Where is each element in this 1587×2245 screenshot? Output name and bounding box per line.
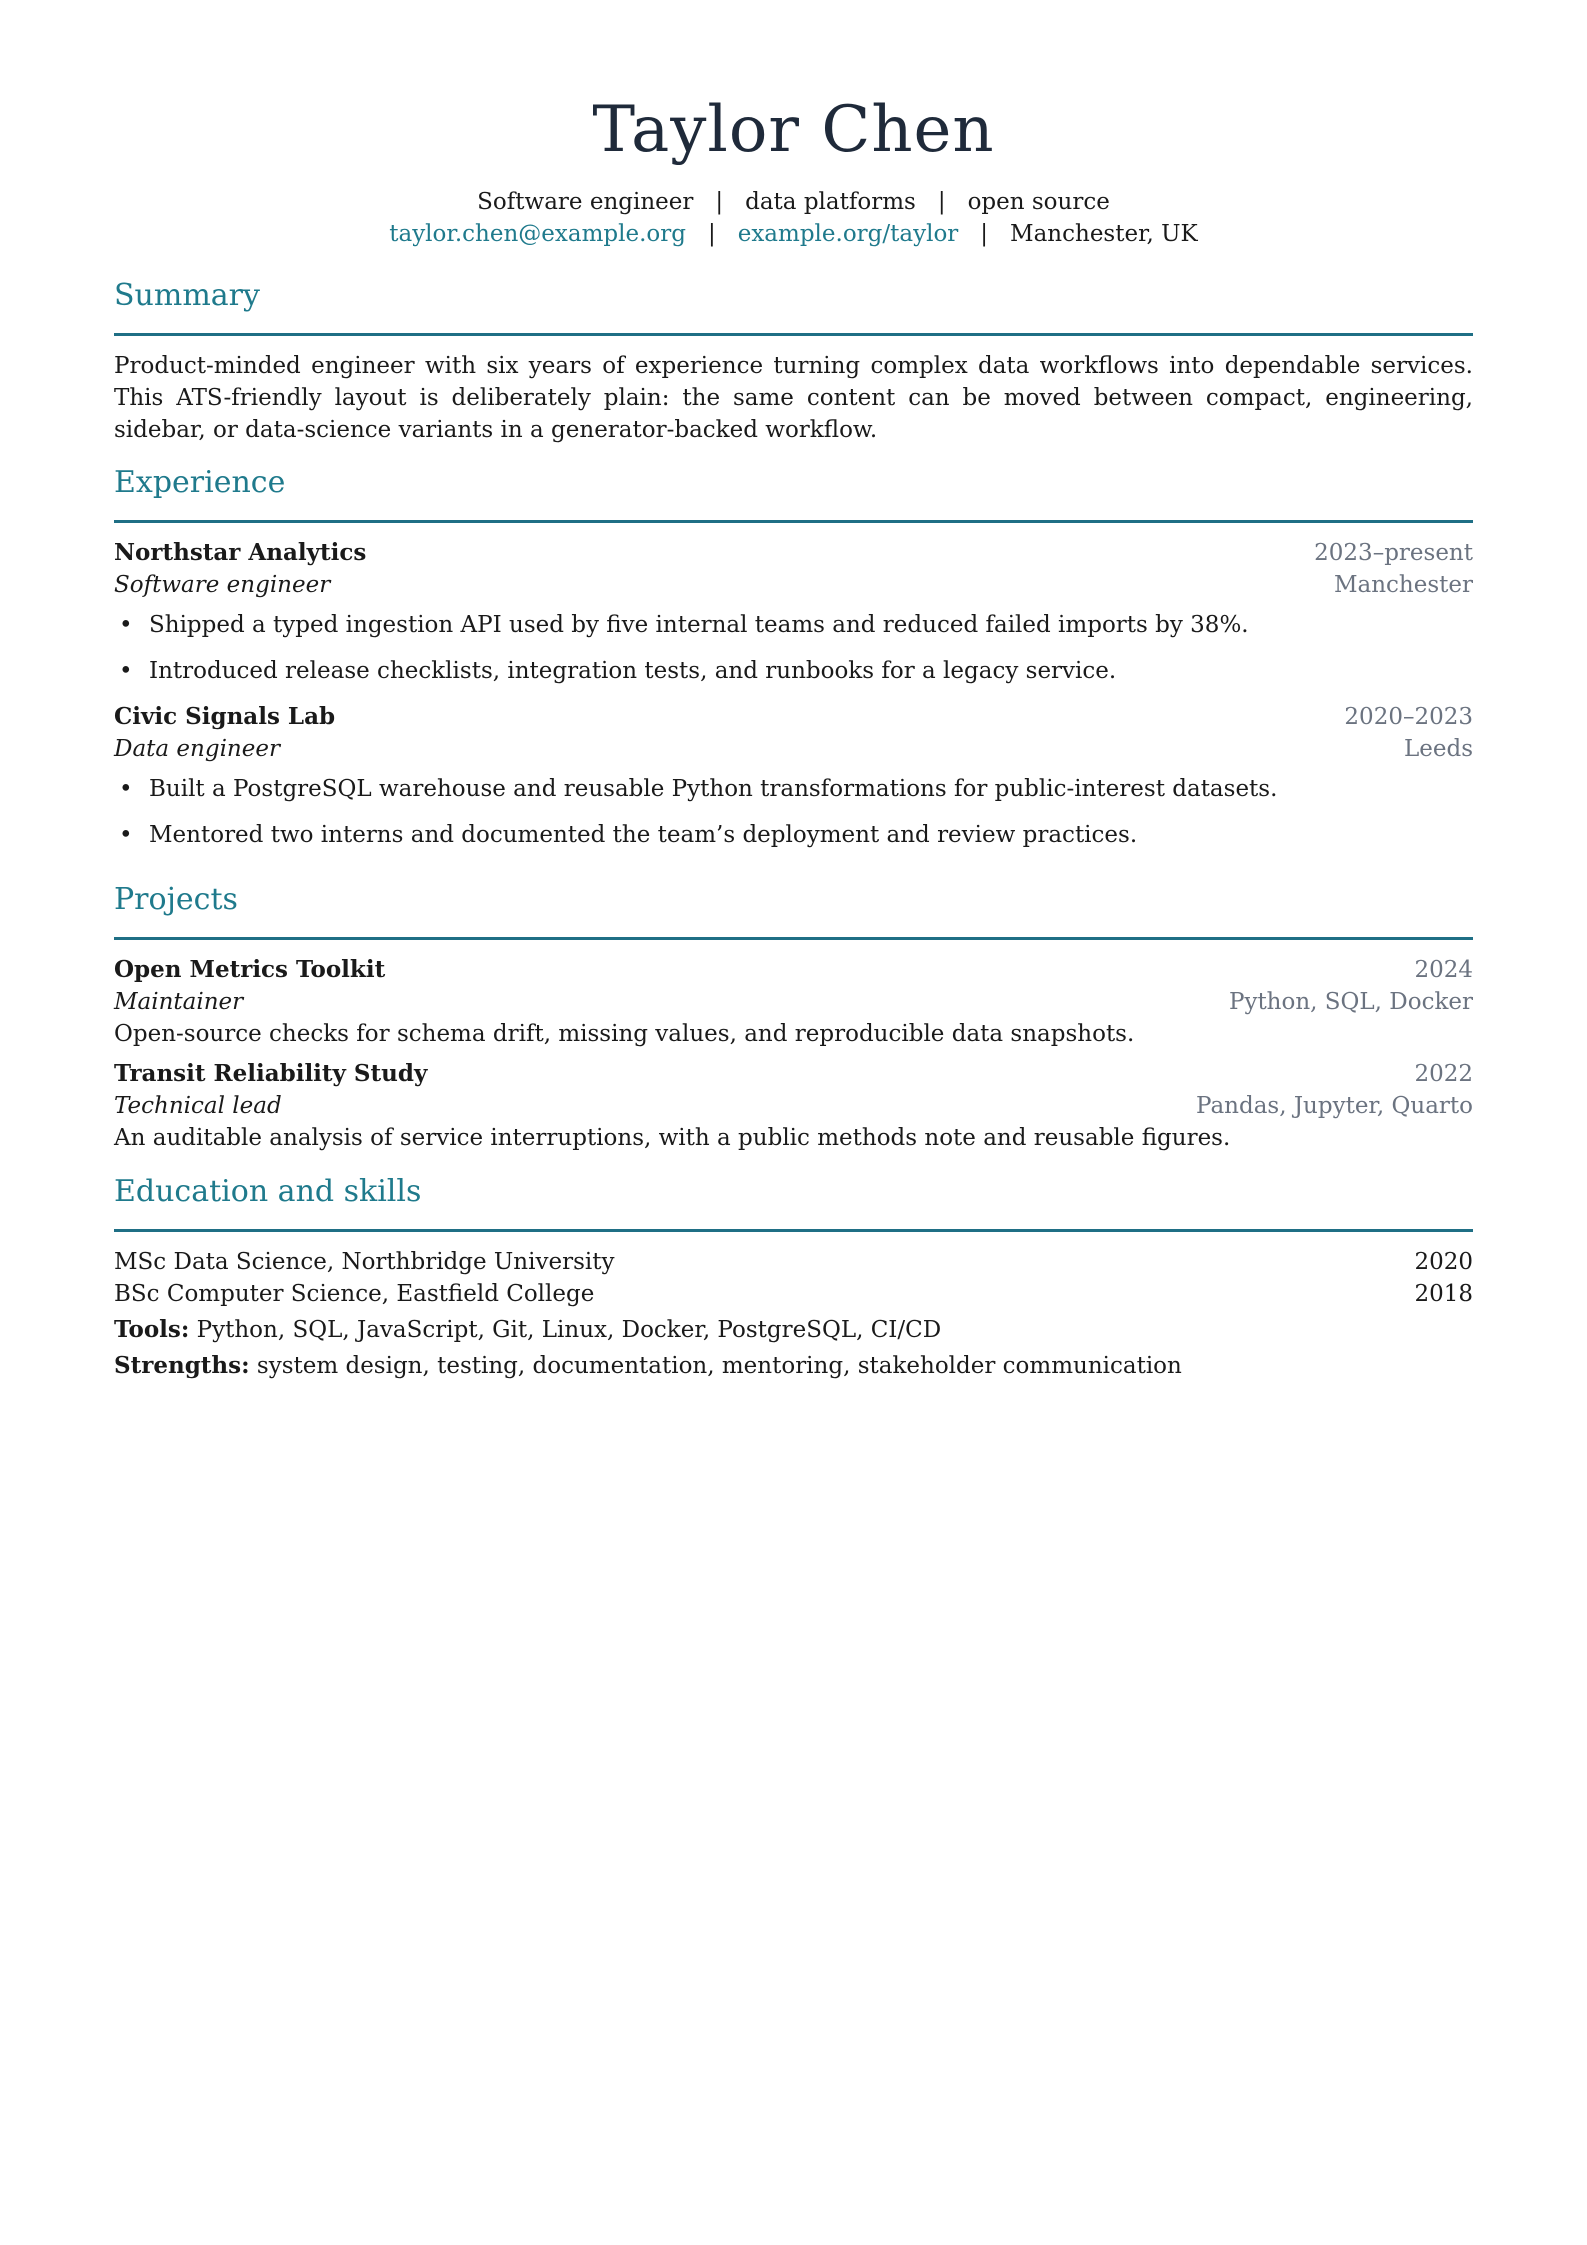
- section-divider: [114, 937, 1473, 940]
- job-role: Software engineer: [114, 572, 331, 598]
- project-description: Open-source checks for schema drift, missing values, and reproducible data snapshots.: [114, 1021, 1135, 1047]
- separator: |: [980, 221, 989, 247]
- project-name: Transit Reliability Study: [114, 1060, 428, 1087]
- section-title: Summary: [114, 278, 260, 313]
- projects-section: [114, 880, 1473, 1162]
- education-section: [114, 1172, 1473, 1382]
- job-entry: [114, 701, 1473, 851]
- project-stack: Pandas, Jupyter, Quarto: [1196, 1093, 1473, 1119]
- section-divider: [114, 1229, 1473, 1232]
- section-title: Education and skills: [114, 1174, 422, 1209]
- job-dates: 2023–present: [1314, 540, 1473, 566]
- section-title: Experience: [114, 465, 286, 500]
- tools-list: Python, SQL, JavaScript, Git, Linux, Docker, PostgreSQL, CI/CD: [196, 1317, 942, 1343]
- summary-section: [114, 276, 1473, 446]
- employer-name: Northstar Analytics: [114, 539, 367, 566]
- degree-year: 2018: [1414, 1281, 1473, 1307]
- job-dates: 2020–2023: [1344, 704, 1473, 730]
- section-title: Projects: [114, 882, 238, 917]
- degree-name: MSc Data Science, Northbridge University: [114, 1249, 615, 1275]
- separator: |: [937, 189, 946, 215]
- employer-name: Civic Signals Lab: [114, 703, 336, 730]
- location: Manchester, UK: [1010, 221, 1198, 247]
- section-divider: [114, 333, 1473, 336]
- tagline-item: open source: [967, 189, 1110, 215]
- project-role: Technical lead: [114, 1093, 282, 1119]
- section-divider: [114, 520, 1473, 523]
- project-name: Open Metrics Toolkit: [114, 956, 386, 983]
- website-link[interactable]: example.org/taylor: [737, 221, 959, 247]
- email-link[interactable]: taylor.chen@example.org: [389, 221, 686, 247]
- project-stack: Python, SQL, Docker: [1228, 989, 1473, 1015]
- degree-row: [114, 1246, 1473, 1278]
- strengths-list: system design, testing, documentation, mentoring, stakeholder communication: [256, 1353, 1182, 1379]
- project-description: An auditable analysis of service interruptions, with a public methods note and reusable figures.: [114, 1125, 1231, 1151]
- bullet-item: • Built a PostgreSQL warehouse and reusable Python transformations for public-interest datasets.: [114, 773, 1473, 805]
- tagline-item: data platforms: [745, 189, 916, 215]
- project-year: 2022: [1414, 1061, 1473, 1087]
- job-entry: [114, 537, 1473, 687]
- job-bullets: [114, 773, 1473, 851]
- tools-line: [114, 1314, 1473, 1346]
- project-year: 2024: [1414, 957, 1473, 983]
- project-role: Maintainer: [114, 989, 244, 1015]
- project-entry: [114, 1058, 1473, 1154]
- experience-section: [114, 463, 1473, 865]
- tools-label: Tools:: [114, 1316, 190, 1343]
- tagline-item: Software engineer: [477, 189, 694, 215]
- project-entry: [114, 954, 1473, 1050]
- job-role: Data engineer: [114, 736, 280, 762]
- separator: |: [715, 189, 724, 215]
- job-location: Manchester: [1333, 572, 1473, 598]
- bullet-item: • Mentored two interns and documented the team’s deployment and review practices.: [114, 819, 1473, 851]
- degree-name: BSc Computer Science, Eastfield College: [114, 1281, 595, 1307]
- separator: |: [707, 221, 716, 247]
- strengths-line: [114, 1350, 1473, 1382]
- degree-row: [114, 1278, 1473, 1310]
- bullet-item: • Introduced release checklists, integration tests, and runbooks for a legacy service.: [114, 655, 1473, 687]
- degree-year: 2020: [1414, 1249, 1473, 1275]
- job-bullets: [114, 609, 1473, 687]
- resume-header: [114, 0, 1473, 250]
- bullet-item: • Shipped a typed ingestion API used by five internal teams and reduced failed imports by 38%.: [114, 609, 1473, 641]
- strengths-label: Strengths:: [114, 1352, 250, 1379]
- contact-line: [114, 218, 1473, 250]
- job-location: Leeds: [1403, 736, 1473, 762]
- candidate-name: Taylor Chen: [592, 93, 995, 167]
- summary-text: Product-minded engineer with six years of experience turning complex data workflows into dependable services. This ATS-friendly layout is deliberately plain: the same content can be moved between compact, engineering, sidebar, or data-science variants in a generator-backed workflow.: [114, 353, 1473, 443]
- tagline: [114, 186, 1473, 218]
